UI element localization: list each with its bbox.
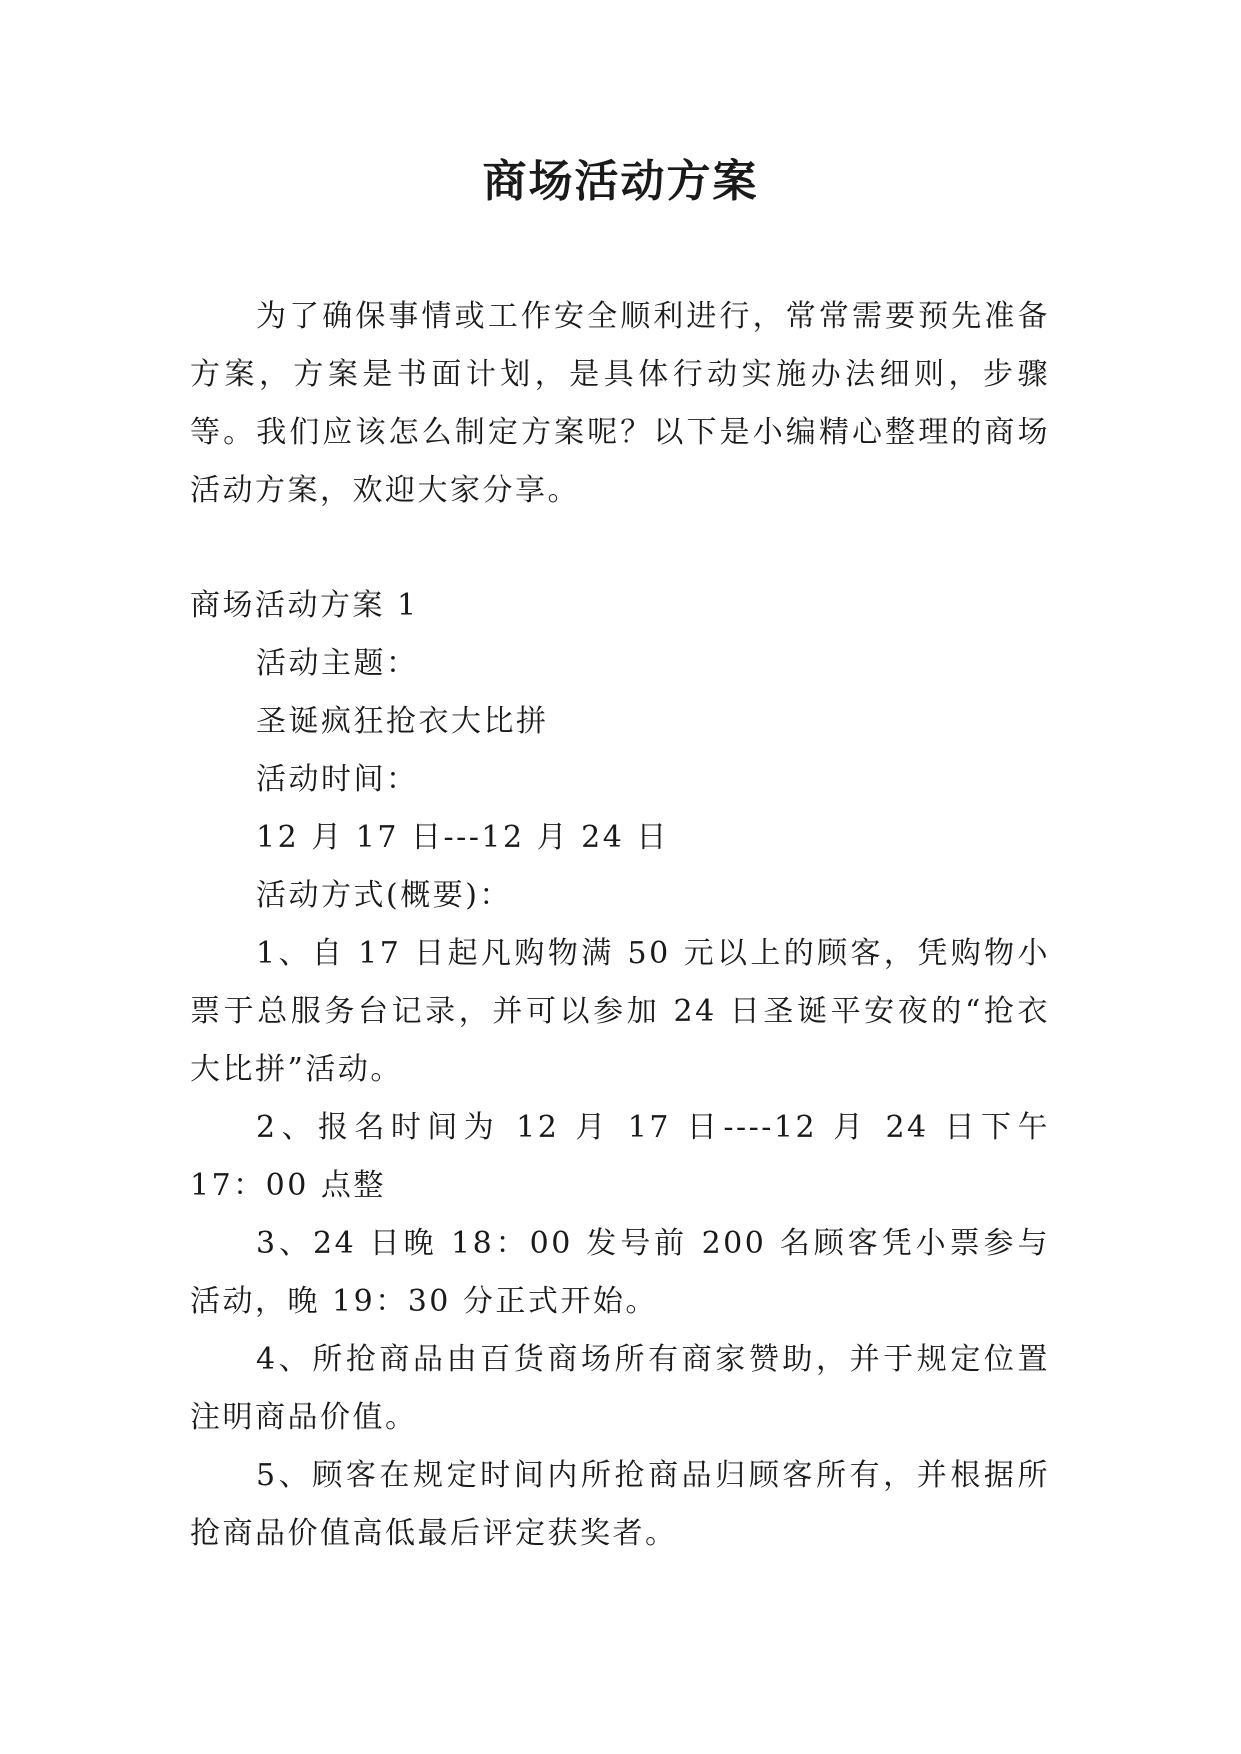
- activity-time-value: 12 月 17 日---12 月 24 日: [256, 820, 669, 855]
- document-title: 商场活动方案: [482, 156, 759, 207]
- activity-method-label: 活动方式(概要)：: [256, 878, 512, 913]
- rule-item-3: 3、24 日晚 18：00 发号前 200 名顾客凭小票参与活动，晚 19：30 分正式开始。: [190, 1226, 1050, 1319]
- section-content: [190, 635, 1050, 1563]
- activity-theme-value: 圣诞疯狂抢衣大比拼: [256, 704, 549, 739]
- rule-item-2: 2、报名时间为 12 月 17 日----12 月 24 日下午 17：00 点整: [190, 1110, 1050, 1203]
- rule-item-5: 5、顾客在规定时间内所抢商品归顾客所有，并根据所抢商品价值高低最后评定获奖者。: [190, 1458, 1050, 1551]
- intro-paragraph: 为了确保事情或工作安全顺利进行，常常需要预先准备方案，方案是书面计划，是具体行动实施办法细则，步骤等。我们应该怎么制定方案呢？以下是小编精心整理的商场活动方案，欢迎大家分享。: [190, 299, 1050, 508]
- activity-theme-label: 活动主题：: [256, 646, 419, 681]
- activity-time-label: 活动时间：: [256, 762, 419, 797]
- rule-item-1: 1、自 17 日起凡购物满 50 元以上的顾客，凭购物小票于总服务台记录，并可以参加 24 日圣诞平安夜的“抢衣大比拼”活动。: [190, 936, 1050, 1087]
- section-heading: 商场活动方案 1: [190, 588, 419, 623]
- rule-item-4: 4、所抢商品由百货商场所有商家赞助，并于规定位置注明商品价值。: [190, 1342, 1050, 1435]
